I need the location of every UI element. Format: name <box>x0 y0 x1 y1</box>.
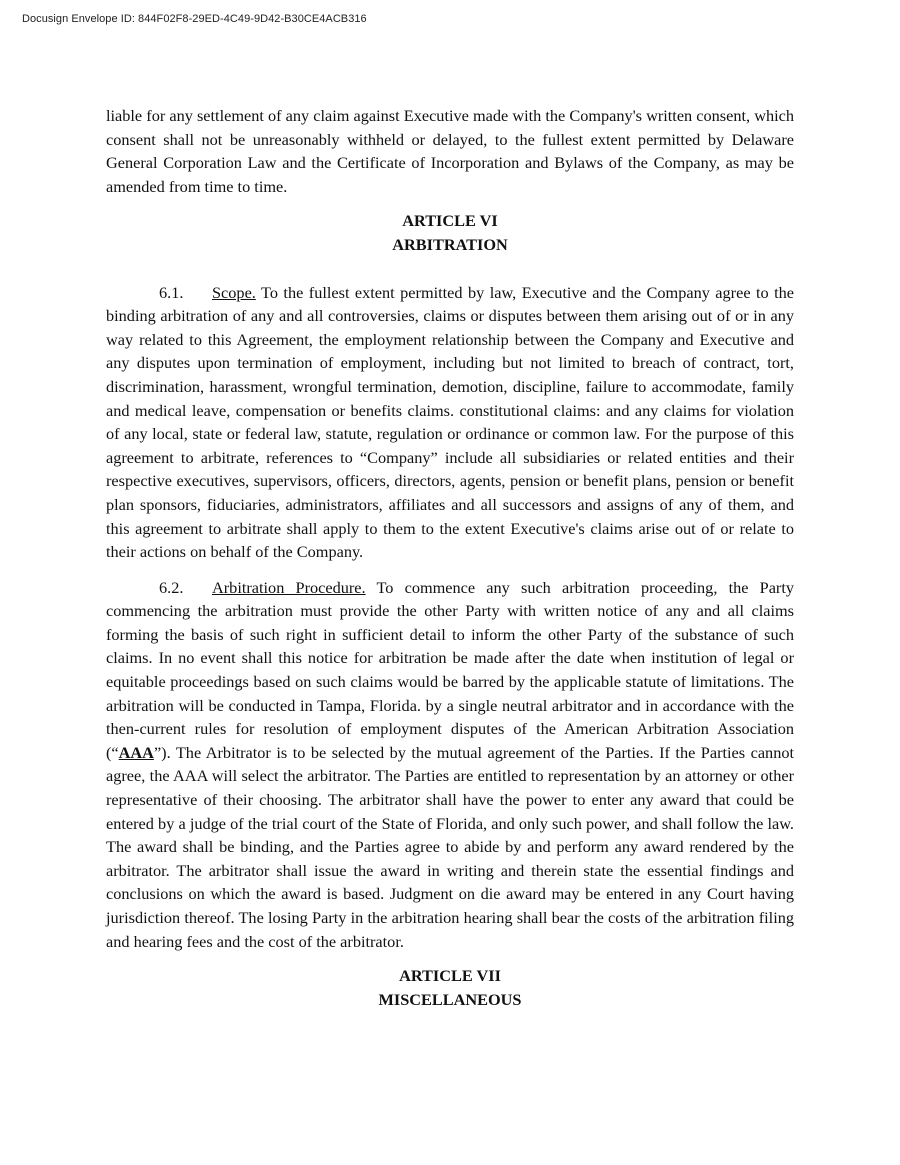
section-6-2-heading: Arbitration Procedure. <box>212 577 366 597</box>
section-6-1-heading: Scope. <box>212 282 256 302</box>
section-6-2-text-part2: ”). The Arbitrator is to be selected by the mutual agreement of the Parties. If the Parties cannot agree, the AAA will select the arbitrator. The Parties are entitled to representation by an attorney or other representative of their choosing. The arbitrator shall have the power to enter any award that could be entered by a judge of the trial court of the State of Florida, and only such power, and shall follow the law. The award shall be binding, and the Parties agree to abide by and perform any award rendered by the arbitrator. The arbitrator shall issue the award in writing and therein state the essential findings and conclusions on which the award is based. Judgment on die award may be entered in any Court having jurisdiction thereof. The losing Party in the arbitration hearing shall bear the costs of the arbitration filing and hearing fees and the cost of the arbitrator. <box>106 742 794 951</box>
intro-paragraph: liable for any settlement of any claim against Executive made with the Company's written consent, which consent shall not be unreasonably withheld or delayed, to the fullest extent permitted by Delaware General Corporation Law and the Certificate of Incorporation and Bylaws of the Company, as may be amended from time to time. <box>106 106 794 196</box>
section-6-2-text-part1: To commence any such arbitration proceeding, the Party commencing the arbitration must provide the other Party with written notice of any and all claims forming the basis of such right in sufficient detail to inform the other Party of the substance of such claims. In no event shall this notice for arbitration be made after the date when institution of legal or equitable proceedings based on such claims would be barred by the applicable statute of limitations. The arbitration will be conducted in Tampa, Florida. by a single neutral arbitrator and in accordance with the then-current rules for resolution of employment disputes of the American Arbitration Association (“ <box>106 577 795 762</box>
section-6-1 <box>106 281 794 564</box>
section-6-2 <box>106 576 794 954</box>
defined-term-aaa: AAA <box>118 742 154 762</box>
section-6-1-number: 6.1. <box>159 282 184 302</box>
article-6-heading <box>106 209 794 256</box>
section-6-1-text: To the fullest extent permitted by law, Executive and the Company agree to the binding arbitration of any and all controversies, claims or disputes between them arising out of or in any way related to this Agreement, the employment relationship between the Company and Executive and any disputes upon termination of employment, including but not limited to breach of contract, tort, discrimination, harassment, wrongful termination, demotion, discipline, failure to accommodate, family and medical leave, compensation or benefits claims. constitutional claims: and any claims for violation of any local, state or federal law, statute, regulation or ordinance or common law. For the purpose of this agreement to arbitrate, references to “Company” include all subsidiaries or related entities and their respective executives, supervisors, officers, directors, agents, pension or benefit plans, pension or benefit plan sponsors, fiduciaries, administrators, affiliates and all successors and assigns of any of them, and this agreement to arbitrate shall apply to them to the extent Executive's claims arise out of or relate to their actions on behalf of the Company. <box>106 282 794 562</box>
docusign-envelope-id: Docusign Envelope ID: 844F02F8-29ED-4C49-9D42-B30CE4ACB316 <box>22 13 367 25</box>
article-7-number: ARTICLE VII <box>399 966 501 986</box>
document-body <box>106 104 794 1011</box>
section-6-2-number: 6.2. <box>159 577 184 597</box>
article-6-number: ARTICLE VI <box>402 211 498 231</box>
article-7-title: MISCELLANEOUS <box>378 989 522 1009</box>
article-7-heading <box>106 964 794 1011</box>
article-6-title: ARBITRATION <box>392 234 508 254</box>
